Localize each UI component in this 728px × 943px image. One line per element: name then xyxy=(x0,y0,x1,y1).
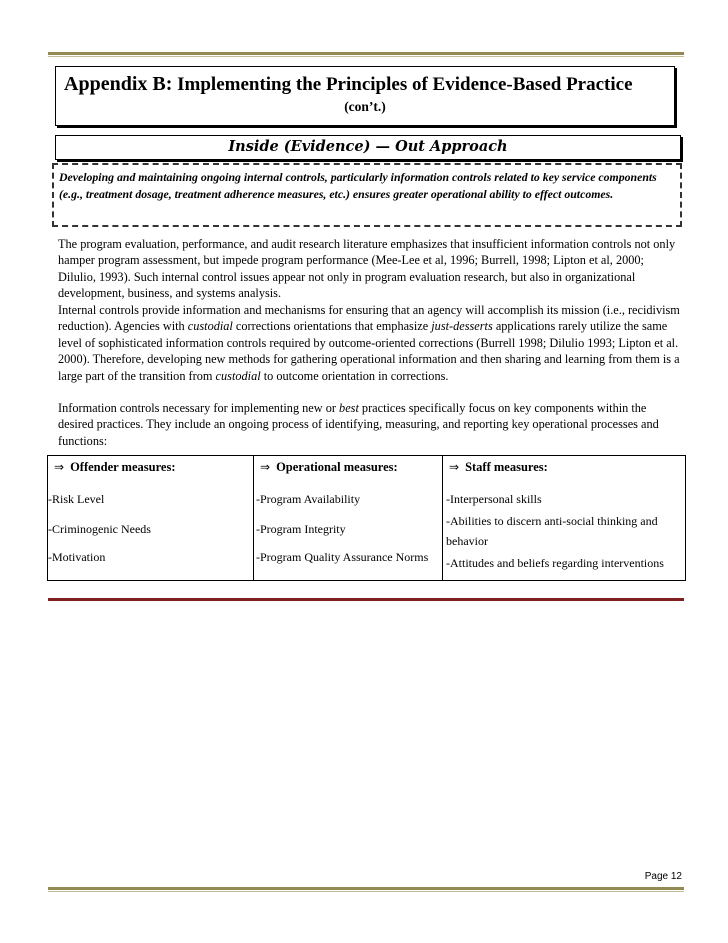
page-number: Page 12 xyxy=(644,871,682,882)
p2-text-a: Internal controls provide information and mechanisms for ensuring that an agency will accomplish its mission (i.e., recidivism reduction). Agencies with xyxy=(58,303,680,334)
staff-measures-heading: ⇒ Staff measures: xyxy=(449,460,548,474)
top-rule xyxy=(48,52,684,55)
p2-text-g: to outcome orientation in corrections. xyxy=(260,368,449,383)
p2-text-e: applications rarely utilize the same level of sophisticated information controls required by outcome-oriented corrections (Burrell 1998; Dilulio 1993; Lipton et al. 2000). Therefore, developing new methods for gathering operational information and then sharing and learning from them is a large part of the transition from xyxy=(58,319,680,383)
list-item: behavior xyxy=(446,534,488,548)
p2-emph-just-desserts: just-desserts xyxy=(431,319,493,334)
page-title xyxy=(64,73,633,96)
p3-text-a: Information controls necessary for implementing new or xyxy=(58,401,340,415)
footer-rule xyxy=(48,887,684,890)
list-item: -Risk Level xyxy=(48,492,105,506)
appendix-label: Appendix B: xyxy=(64,73,173,95)
measures-table xyxy=(47,455,686,581)
operational-measures-heading: ⇒ Operational measures: xyxy=(260,460,398,474)
page-subtitle: (con’t.) xyxy=(344,99,386,114)
offender-measures-cell xyxy=(48,456,254,581)
paragraph-1: The program evaluation, performance, and audit research literature emphasizes that insufficient information controls not only hamper program assessment, but impede program performance (Mee-Lee et al, 1996; Burrell, 1998; Lipton et al, 2000; Dilulio, 1993). Such internal control issues appear not only in program evaluation research, but also in organizational development, business, and systems analysis. xyxy=(58,237,676,301)
paragraph-3 xyxy=(58,400,683,449)
arrow-right-icon: ⇒ xyxy=(449,460,460,474)
section-divider xyxy=(48,598,684,601)
list-item: -Motivation xyxy=(48,550,106,564)
p2-emph-custodial: custodial xyxy=(187,319,233,334)
list-item: -Program Availability xyxy=(256,492,361,506)
p3-emph-best: best xyxy=(339,401,359,415)
staff-measures-cell xyxy=(443,456,686,581)
approach-box xyxy=(55,135,681,160)
list-item: -Abilities to discern anti-social thinking and xyxy=(446,514,658,528)
arrow-right-icon: ⇒ xyxy=(260,460,271,474)
list-item: -Program Integrity xyxy=(256,522,346,536)
arrow-right-icon: ⇒ xyxy=(54,460,65,474)
p2-text-c: corrections orientations that emphasize xyxy=(232,319,432,334)
p2-emph-custodial-2: custodial xyxy=(215,368,261,383)
operational-measures-cell xyxy=(254,456,443,581)
intro-box xyxy=(52,163,682,227)
offender-measures-heading: ⇒ Offender measures: xyxy=(54,460,176,474)
list-item: -Attitudes and beliefs regarding interventions xyxy=(446,556,664,570)
list-item: -Program Quality Assurance Norms xyxy=(256,550,429,564)
intro-text: Developing and maintaining ongoing internal controls, particularly information controls related to key service components (e.g., treatment dosage, treatment adherence measures, etc.) ensures greater operational ability to effect outcomes. xyxy=(59,170,657,201)
appendix-title: Implementing the Principles of Evidence-Based Practice xyxy=(177,74,633,95)
list-item: -Interpersonal skills xyxy=(446,492,542,506)
top-rule-thin xyxy=(48,56,684,57)
approach-title: Inside (Evidence) — Out Approach xyxy=(228,138,508,155)
title-box xyxy=(55,66,675,126)
list-item: -Criminogenic Needs xyxy=(48,522,151,536)
p3-text-c: practices specifically focus on key components within the desired practices. They include an ongoing process of identifying, measuring, and reporting key operational processes and functions: xyxy=(58,401,659,448)
footer-rule-thin xyxy=(48,891,684,892)
paragraph-2 xyxy=(58,302,683,384)
